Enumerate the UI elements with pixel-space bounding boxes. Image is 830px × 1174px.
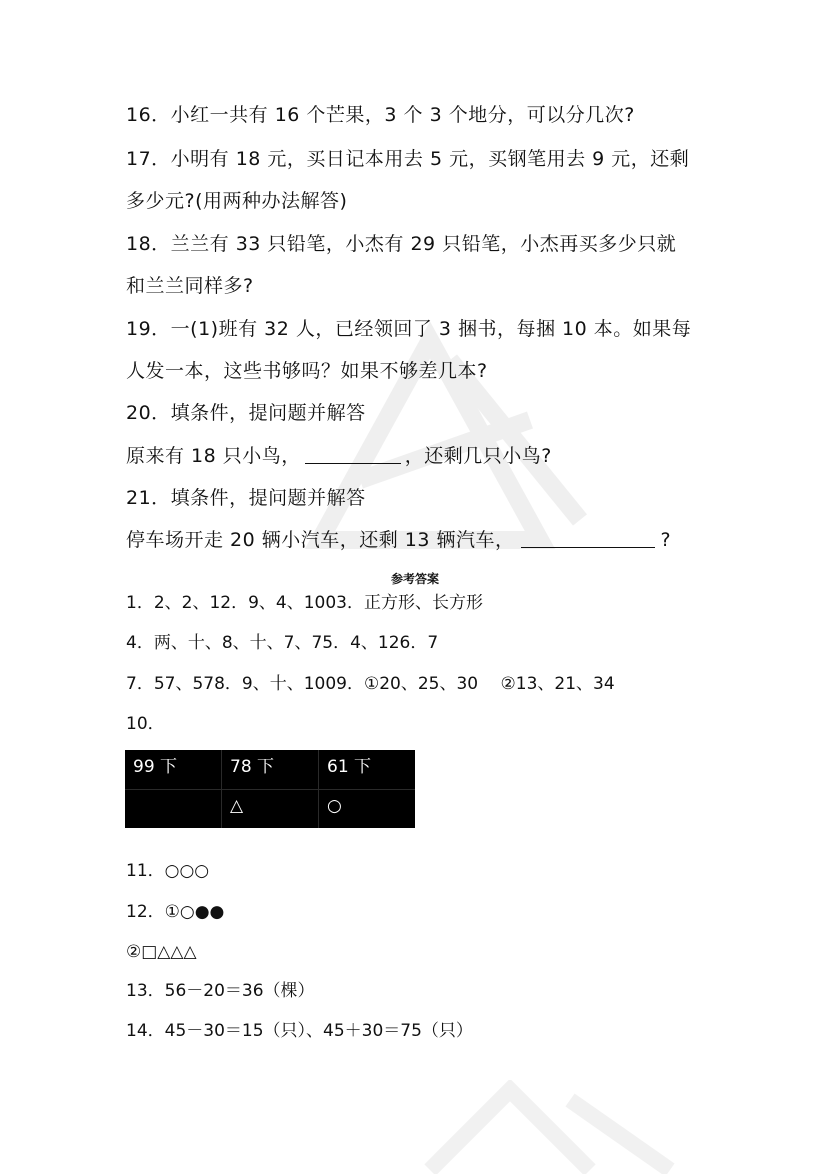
question-17-line1: 17．小明有 18 元，买日记本用去 5 元，买钢笔用去 9 元，还剩 xyxy=(126,148,690,170)
answer-14: 14．45－30＝15（只）、45＋30＝75（只） xyxy=(126,1021,473,1041)
answer-13: 13．56－20＝36（棵） xyxy=(126,981,315,1001)
answer-7: 7．57、578．9、十、1009．①20、25、30 ②13、21、34 xyxy=(126,674,615,694)
answer-10: 10． xyxy=(126,714,165,734)
question-21-prompt xyxy=(126,527,726,553)
table-row-cell-2: △ xyxy=(230,796,244,816)
table-header-cell-3: 61 下 xyxy=(327,757,372,777)
question-21-before: 停车场开走 20 辆小汽车，还剩 13 辆汽车， xyxy=(126,529,515,551)
table-divider xyxy=(125,789,415,790)
answer-1: 1．2、2、12．9、4、1003．正方形、长方形 xyxy=(126,593,483,613)
question-16: 16．小红一共有 16 个芒果，3 个 3 个地分，可以分几次? xyxy=(126,104,635,126)
answer-10-table xyxy=(125,750,415,828)
question-20-before: 原来有 18 只小鸟， xyxy=(126,445,301,467)
question-20-after: ，还剩几只小鸟? xyxy=(404,445,552,467)
answer-4: 4．两、十、8、十、7、75．4、126．7 xyxy=(126,633,439,653)
answer-12: 12．①○●● xyxy=(126,902,225,922)
answer-12b: ②□△△△ xyxy=(126,942,197,962)
question-18-line1: 18．兰兰有 33 只铅笔，小杰有 29 只铅笔，小杰再买多少只就 xyxy=(126,233,677,255)
question-21-blank[interactable] xyxy=(521,527,655,548)
question-21-title: 21．填条件，提问题并解答 xyxy=(126,487,366,509)
table-row-cell-3: ○ xyxy=(327,796,342,816)
question-19-line2: 人发一本，这些书够吗？如果不够差几本? xyxy=(126,360,488,382)
question-17-line2: 多少元?(用两种办法解答) xyxy=(126,190,348,212)
table-header-cell-1: 99 下 xyxy=(133,757,178,777)
watermark-logo-bottom xyxy=(420,1080,680,1174)
question-20-blank[interactable] xyxy=(305,443,401,464)
question-20-prompt xyxy=(126,443,726,469)
question-21-after: ? xyxy=(660,529,672,551)
question-18-line2: 和兰兰同样多? xyxy=(126,275,254,297)
answers-title: 参考答案 xyxy=(390,572,439,586)
answer-11: 11．○○○ xyxy=(126,861,210,881)
question-19-line1: 19．一(1)班有 32 人，已经领回了 3 捆书，每捆 10 本。如果每 xyxy=(126,318,692,340)
table-header-cell-2: 78 下 xyxy=(230,757,275,777)
question-20-title: 20．填条件，提问题并解答 xyxy=(126,402,366,424)
